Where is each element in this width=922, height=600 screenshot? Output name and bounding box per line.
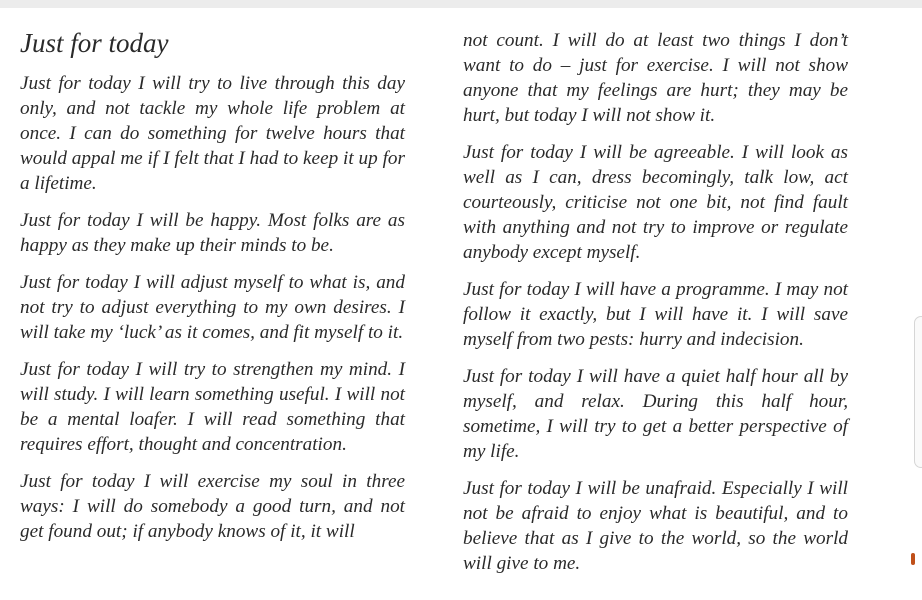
page-title: Just for today: [20, 28, 169, 58]
edge-marker-icon: [911, 553, 915, 565]
paragraph-7: Just for today I will have a programme. I may not follow it exactly, but I will have it. I will save myself from two pests: hurry and indecision.: [463, 279, 848, 350]
paragraph-6: Just for today I will be agreeable. I will look as well as I can, dress becomingly, talk low, act courteously, criticise not one bit, not find fault with anything and not try to improve or regulate anybody except myself.: [463, 142, 848, 263]
paragraph-3: Just for today I will adjust myself to what is, and not try to adjust everything to my own desires. I will take my ‘luck’ as it comes, and fit myself to it.: [20, 272, 405, 343]
paragraph-4: Just for today I will try to strengthen my mind. I will study. I will learn something useful. I will not be a mental loafer. I will read something that requires effort, thought and concentration.: [20, 359, 405, 455]
left-column: [20, 8, 405, 544]
paragraph-8: Just for today I will have a quiet half hour all by myself, and relax. During this half hour, sometime, I will try to get a better perspective of my life.: [463, 366, 848, 462]
right-column: [463, 8, 848, 576]
scrollbar-handle[interactable]: [914, 316, 922, 468]
paragraph-2: Just for today I will be happy. Most folks are as happy as they make up their minds to be.: [20, 210, 405, 256]
document-page: [0, 8, 922, 600]
paragraph-1: Just for today I will try to live through this day only, and not tackle my whole life problem at once. I can do something for twelve hours that would appal me if I felt that I had to keep it up for a lifetime.: [20, 73, 405, 194]
paragraph-5: Just for today I will exercise my soul in three ways: I will do somebody a good turn, and not get found out; if anybody knows of it, it will: [20, 471, 405, 542]
paragraph-9: Just for today I will be unafraid. Especially I will not be afraid to enjoy what is beautiful, and to believe that as I give to the world, so the world will give to me.: [463, 478, 848, 574]
paragraph-5-continued: not count. I will do at least two things I don’t want to do – just for exercise. I will not show anyone that my feelings are hurt; they may be hurt, but today I will not show it.: [463, 30, 848, 126]
